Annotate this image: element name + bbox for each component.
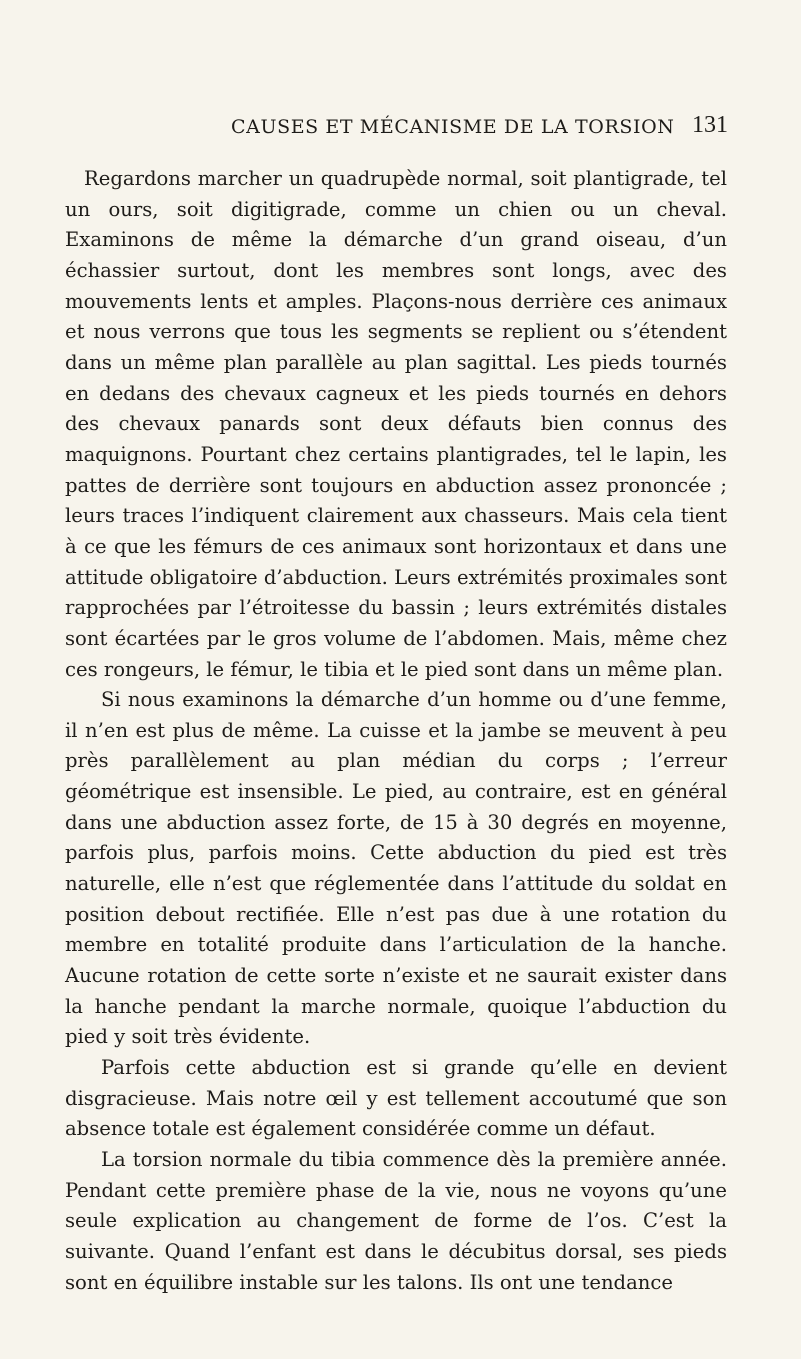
paragraph-quadrupeds: Regardons marcher un quadrupède normal, soit plantigrade, tel un ours, soit digitigrade, comme un chien ou un cheval. Examinons de même la démarche d’un grand oiseau, d’un échassier surtout, dont les membres sont longs, avec des mouvements lents et amples. Plaçons-nous derrière ces animaux et nous verrons que tous les segments se replient ou s’étendent dans un même plan parallèle au plan sagittal. Les pieds tournés en dedans des chevaux cagneux et les pieds tournés en dehors des chevaux panards sont deux défauts bien connus des maquignons. Pourtant chez certains plantigrades, tel le lapin, les pattes de derrière sont toujours en abduction assez prononcée ; leurs traces l’indiquent clairement aux chasseurs. Mais cela tient à ce que les fémurs de ces animaux sont horizontaux et dans une attitude obligatoire d’abduction. Leurs extrémités proximales sont rapprochées par l’étroitesse du bassin ; leurs extrémités distales sont écartées par le gros volume de l’abdomen. Mais, même chez ces rongeurs, le fémur, le tibia et le pied sont dans un même plan. [65, 167, 727, 681]
running-title: CAUSES ET MÉCANISME DE LA TORSION [231, 116, 675, 138]
running-head [146, 112, 728, 142]
paragraph-excessive-abduction: Parfois cette abduction est si grande qu’elle en devient disgracieuse. Mais notre œil y est tellement accoutumé que son absence totale est également considérée comme un défaut. [65, 1056, 727, 1141]
paragraph-tibial-torsion: La torsion normale du tibia commence dès la première année. Pendant cette première phase de la vie, nous ne voyons qu’une seule explication au changement de forme de l’os. C’est la suivante. Quand l’enfant est dans le décubitus dorsal, ses pieds sont en équilibre instable sur les talons. Ils ont une tendance [65, 1148, 727, 1294]
body-text [65, 164, 727, 1298]
paragraph-human-gait: Si nous examinons la démarche d’un homme ou d’une femme, il n’en est plus de même. La cuisse et la jambe se meuvent à peu près parallèlement au plan médian du corps ; l’erreur géométrique est insensible. Le pied, au contraire, est en général dans une abduction assez forte, de 15 à 30 degrés en moyenne, parfois plus, parfois moins. Cette abduction du pied est très naturelle, elle n’est que réglementée dans l’attitude du soldat en position debout rectifiée. Elle n’est pas due à une rotation du membre en totalité produite dans l’articulation de la hanche. Aucune rotation de cette sorte n’existe et ne saurait exister dans la hanche pendant la marche normale, quoique l’abduction du pied y soit très évidente. [65, 688, 727, 1049]
page-number: 131 [692, 112, 728, 138]
